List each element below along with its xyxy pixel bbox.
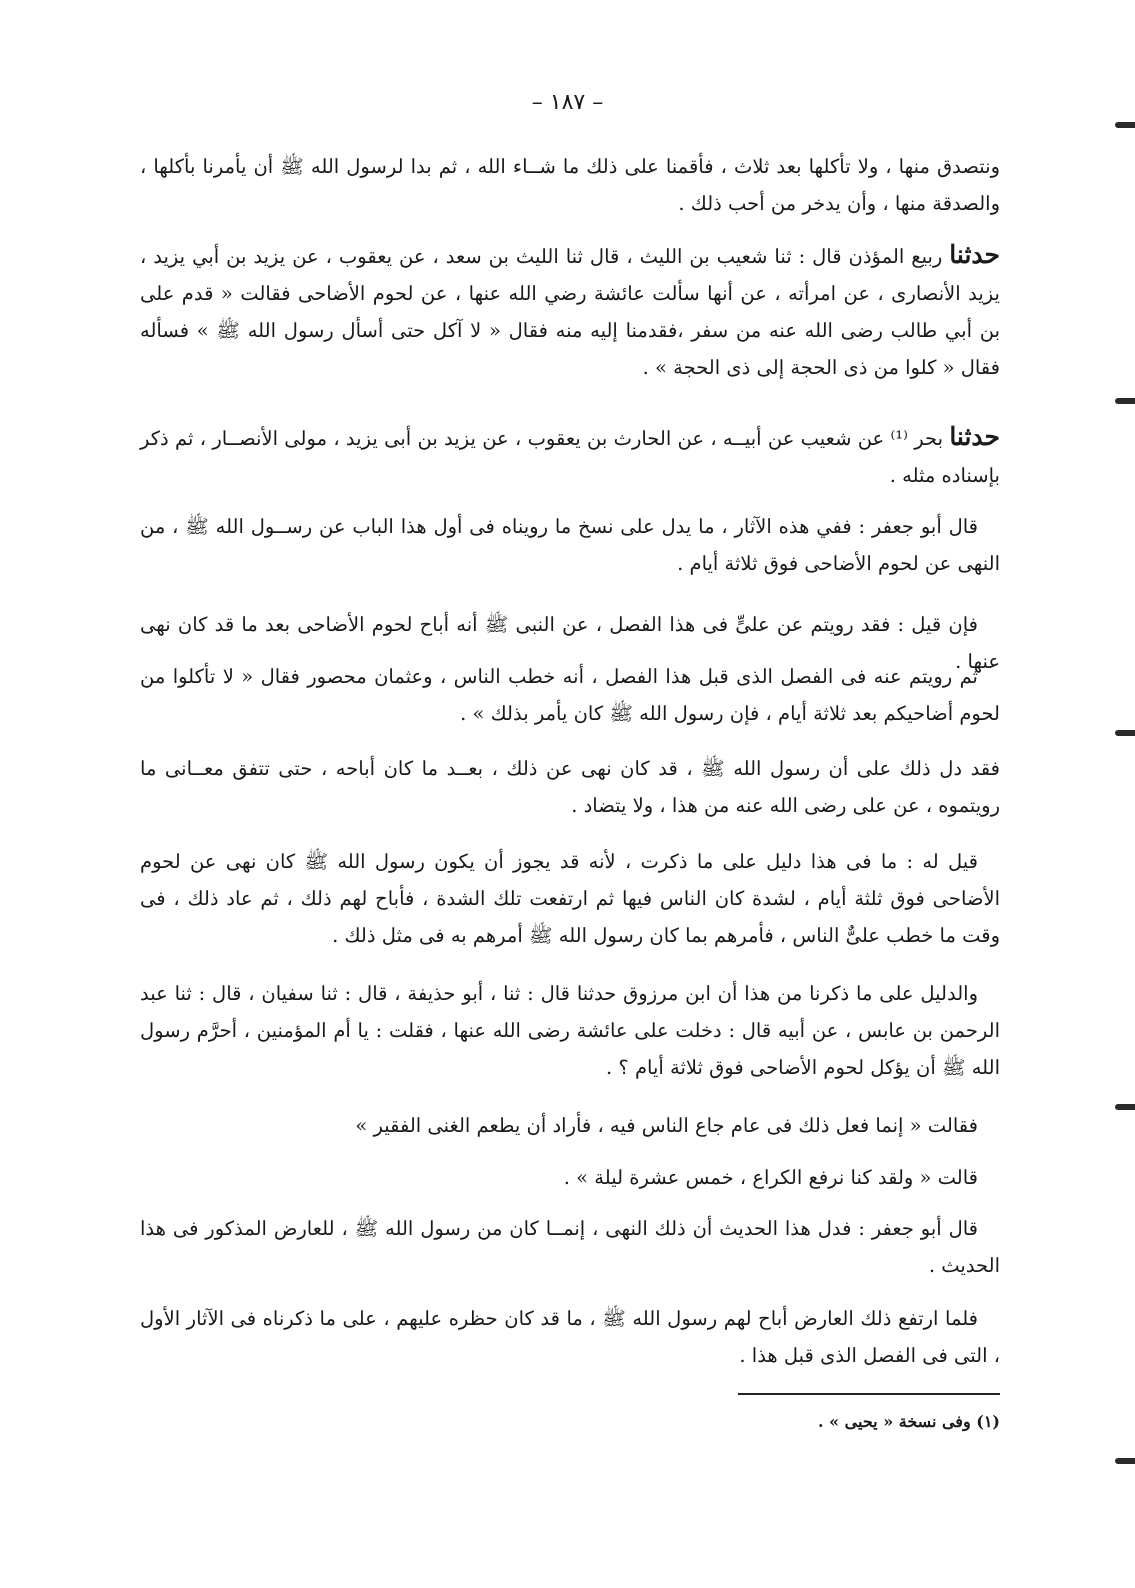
binding-mark [1115,1458,1135,1464]
paragraph-7 [140,750,1000,824]
binding-mark [1115,122,1135,128]
paragraph-text: قيل له : ما فى هذا دليل على ما ذكرت ، لأنه قد يجوز أن يكون رسول الله ﷺ كان نهى عن لحوم الأضاحى فوق ثلثة أيام ، لشدة كان الناس فيها ثم ارتفعت تلك الشدة ، فأباح لهم ذلك ، ثم عاد ذلك ، فى وقت ما خطب علىٌّ الناس ، فأمرهم بما كان رسول الله ﷺ أمرهم به فى مثل ذلك . [140,850,1000,947]
paragraph-11 [140,1159,1000,1196]
binding-mark [1115,1104,1135,1110]
paragraph-4 [140,508,1000,582]
paragraph-8 [140,843,1000,954]
paragraph-lead: حدثنا [949,240,1000,269]
page-number: – ١٨٧ – [531,90,604,115]
paragraph-text: قال أبو جعفر : ففي هذه الآثار ، ما يدل على نسخ ما رويناه فى أول هذا الباب عن رســول الله ﷺ ، من النهى عن لحوم الأضاحى فوق ثلاثة أيام . [140,515,1000,575]
paragraph-text: ثم رويتم عنه فى الفصل الذى قبل هذا الفصل ، أنه خطب الناس ، وعثمان محصور فقال « لا تأكلوا من لحوم أضاحيكم بعد ثلاثة أيام ، فإن رسول الله ﷺ كان يأمر بذلك » . [140,665,1000,725]
paragraph-lead: حدثنا [949,422,1001,451]
paragraph-text: فلما ارتفع ذلك العارض أباح لهم رسول الله ﷺ ، ما قد كان حظره عليهم ، على ما ذكرناه فى الآثار الأول ، التى فى الفصل الذى قبل هذا . [140,1307,1000,1367]
paragraph-text: فإن قيل : فقد رويتم عن علىٍّ فى هذا الفصل ، عن النبى ﷺ أنه أباح لحوم الأضاحى بعد ما قد كان نهى عنها . [140,613,1000,673]
paragraph-1 [140,148,1000,222]
paragraph-text: ربيع المؤذن قال : ثنا شعيب بن الليث ، قال ثنا الليث بن سعد ، عن يعقوب ، عن يزيد بن أبي يزيد ، يزيد الأنصارى ، عن امرأته ، عن أنها سألت عائشة رضي الله عنها ، عن لحوم الأضاحى فقالت « قدم على بن أبي طالب رضى الله عنه من سفر ،فقدمنا إليه منه فقال « لا آكل حتى أسأل رسول الله ﷺ » فسأله فقال « كلوا من ذى الحجة إلى ذى الحجة » . [140,245,1000,379]
binding-mark [1115,730,1135,736]
paragraph-text: والدليل على ما ذكرنا من هذا أن ابن مرزوق حدثنا قال : ثنا ، أبو حذيفة ، قال : ثنا سفيان ، قال : ثنا عبد الرحمن بن عابس ، عن أبيه قال : دخلت على عائشة رضى الله عنها ، فقلت : يا أم المؤمنين ، أحرَّم رسول الله ﷺ أن يؤكل لحوم الأضاحى فوق ثلاثة أيام ؟ . [140,982,1000,1079]
binding-mark [1115,398,1135,404]
paragraph-text: فقالت « إنما فعل ذلك فى عام جاع الناس فيه ، فأراد أن يطعم الغنى الفقير » [355,1114,978,1137]
paragraph-12 [140,1210,1000,1284]
paragraph-3 [140,418,1000,494]
paragraph-13 [140,1300,1000,1374]
paragraph-text: قالت « ولقد كنا نرفع الكراع ، خمس عشرة ليلة » . [563,1166,978,1189]
paragraph-9 [140,975,1000,1086]
paragraph-2 [140,236,1000,386]
paragraph-6 [140,658,1000,732]
footnote: (١) وفى نسخة « يحيى » . [817,1412,1000,1431]
paragraph-text: بحر ⁽¹⁾ عن شعيب عن أبيــه ، عن الحارث بن يعقوب ، عن يزيد بن أبى يزيد ، مولى الأنصــار ، ثم ذكر بإسناده مثله . [140,427,1000,487]
paragraph-10 [140,1107,1000,1144]
paragraph-text: ونتصدق منها ، ولا تأكلها بعد ثلاث ، فأقمنا على ذلك ما شــاء الله ، ثم بدا لرسول الله ﷺ أن يأمرنا بأكلها ، والصدقة منها ، وأن يدخر من أحب ذلك . [140,155,1000,215]
paragraph-text: فقد دل ذلك على أن رسول الله ﷺ ، قد كان نهى عن ذلك ، بعــد ما كان أباحه ، حتى تتفق معــانى ما رويتموه ، عن على رضى الله عنه من هذا ، ولا يتضاد . [140,757,1000,817]
footnote-divider [738,1393,1000,1395]
paragraph-text: قال أبو جعفر : فدل هذا الحديث أن ذلك النهى ، إنمــا كان من رسول الله ﷺ ، للعارض المذكور فى هذا الحديث . [140,1217,1000,1277]
